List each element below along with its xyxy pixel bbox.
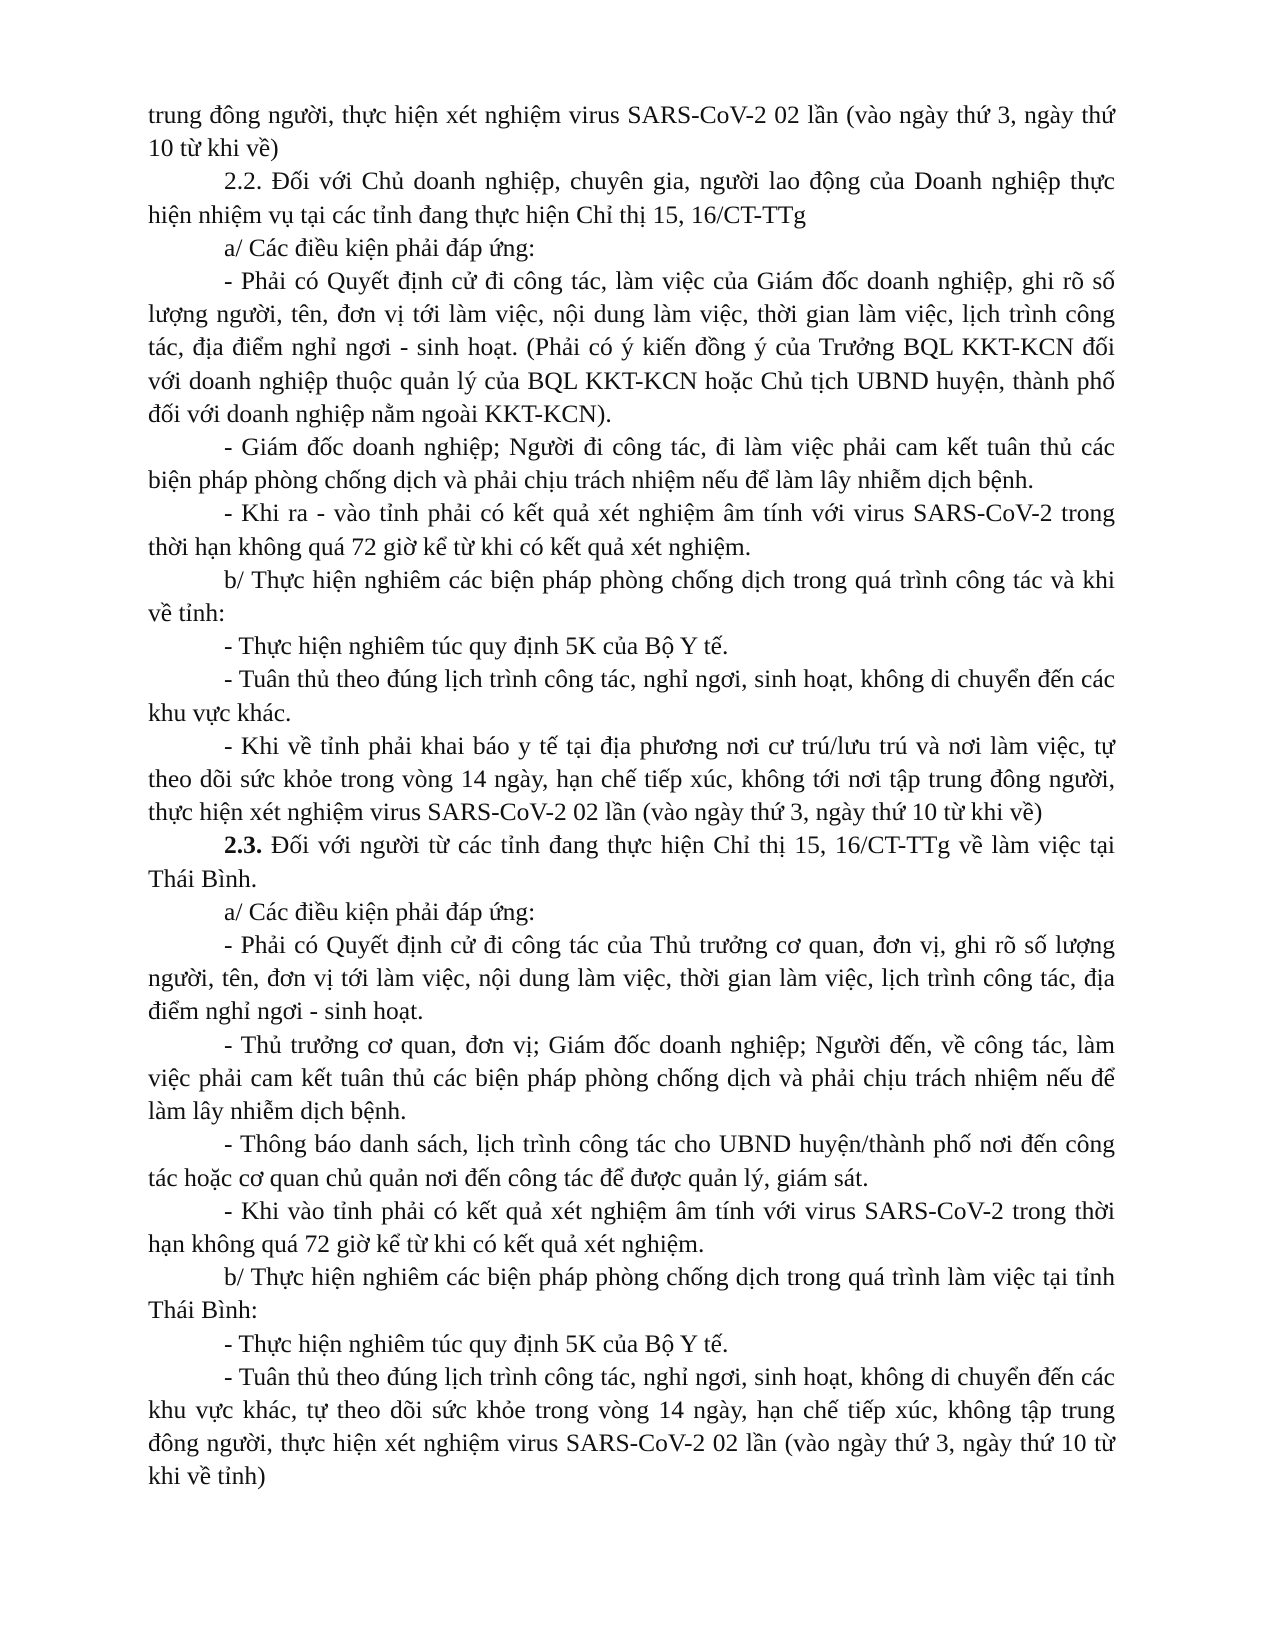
paragraph-text: - Khi về tỉnh phải khai báo y tế tại địa phương nơi cư trú/lưu trú và nơi làm việc, tự theo dõi sức khỏe trong vòng 14 ngày, hạn chế tiếp xúc, không tới nơi tập trung đông người, thực hiện xét nghiệm virus SARS-CoV-2 02 lần (vào ngày thứ 3, ngày thứ 10 từ khi về) bbox=[148, 730, 1115, 827]
paragraph-12 bbox=[148, 928, 1115, 1028]
paragraph-text: trung đông người, thực hiện xét nghiệm virus SARS-CoV-2 02 lần (vào ngày thứ 3, ngày thứ 10 từ khi về) bbox=[148, 100, 1115, 163]
paragraph-2 bbox=[148, 231, 1115, 264]
paragraph-text: b/ Thực hiện nghiêm các biện pháp phòng chống dịch trong quá trình công tác và khi về tỉnh: bbox=[148, 564, 1115, 628]
paragraph-text: - Thủ trưởng cơ quan, đơn vị; Giám đốc doanh nghiệp; Người đến, về công tác, làm việc phải cam kết tuân thủ các biện pháp phòng chống dịch và phải chịu trách nhiệm nếu để làm lây nhiễm dịch bệnh. bbox=[148, 1029, 1115, 1126]
paragraph-6 bbox=[148, 563, 1115, 629]
section-number: 2.3. bbox=[224, 830, 263, 860]
paragraph-17 bbox=[148, 1327, 1115, 1360]
paragraph-text: - Thực hiện nghiêm túc quy định 5K của Bộ Y tế. bbox=[224, 631, 729, 661]
paragraph-text: - Thực hiện nghiêm túc quy định 5K của Bộ Y tế. bbox=[224, 1328, 729, 1358]
paragraph-3 bbox=[148, 264, 1115, 430]
paragraph-5 bbox=[148, 496, 1115, 562]
paragraph-text: - Phải có Quyết định cử đi công tác của Thủ trưởng cơ quan, đơn vị, ghi rõ số lượng người, tên, đơn vị tới làm việc, nội dung làm việc, thời gian làm việc, lịch trình công tác, địa điểm nghỉ ngơi - sinh hoạt. bbox=[148, 930, 1115, 1026]
paragraph-14 bbox=[148, 1127, 1115, 1193]
paragraph-text: Đối với người từ các tỉnh đang thực hiện Chỉ thị 15, 16/CT-TTg về làm việc tại Thái Bình. bbox=[148, 830, 1115, 893]
paragraph-text: a/ Các điều kiện phải đáp ứng: bbox=[224, 232, 536, 262]
paragraph-8 bbox=[148, 662, 1115, 728]
paragraph-text: - Thông báo danh sách, lịch trình công tác cho UBND huyện/thành phố nơi đến công tác hoặc cơ quan chủ quản nơi đến công tác để được quản lý, giám sát. bbox=[148, 1129, 1115, 1192]
paragraph-text: 2.2. Đối với Chủ doanh nghiệp, chuyên gia, người lao động của Doanh nghiệp thực hiện nhiệm vụ tại các tỉnh đang thực hiện Chỉ thị 15, 16/CT-TTg bbox=[148, 166, 1115, 229]
paragraph-text: - Khi ra - vào tỉnh phải có kết quả xét nghiệm âm tính với virus SARS-CoV-2 trong thời hạn không quá 72 giờ kể từ khi có kết quả xét nghiệm. bbox=[148, 498, 1115, 561]
paragraph-text: b/ Thực hiện nghiêm các biện pháp phòng chống dịch trong quá trình làm việc tại tỉnh Thái Bình: bbox=[148, 1262, 1115, 1325]
paragraph-13 bbox=[148, 1028, 1115, 1128]
paragraph-9 bbox=[148, 729, 1115, 829]
paragraph-text: - Phải có Quyết định cử đi công tác, làm việc của Giám đốc doanh nghiệp, ghi rõ số lượng người, tên, đơn vị tới làm việc, nội dung làm việc, thời gian làm việc, lịch trình công tác, địa điểm nghỉ ngơi - sinh hoạt. (Phải có ý kiến đồng ý của Trưởng BQL KKT-KCN đối với doanh nghiệp thuộc quản lý của BQL KKT-KCN hoặc Chủ tịch UBND huyện, thành phố đối với doanh nghiệp nằm ngoài KKT-KCN). bbox=[148, 266, 1115, 428]
paragraph-text: - Khi vào tỉnh phải có kết quả xét nghiệm âm tính với virus SARS-CoV-2 trong thời hạn không quá 72 giờ kể từ khi có kết quả xét nghiệm. bbox=[148, 1195, 1115, 1258]
paragraph-7 bbox=[148, 629, 1115, 662]
paragraph-4 bbox=[148, 430, 1115, 496]
paragraph-text: - Giám đốc doanh nghiệp; Người đi công tác, đi làm việc phải cam kết tuân thủ các biện pháp phòng chống dịch và phải chịu trách nhiệm nếu để làm lây nhiễm dịch bệnh. bbox=[148, 432, 1115, 495]
paragraph-text: a/ Các điều kiện phải đáp ứng: bbox=[224, 896, 536, 926]
paragraph-11 bbox=[148, 895, 1115, 928]
paragraph-1 bbox=[148, 164, 1115, 230]
paragraph-text: - Tuân thủ theo đúng lịch trình công tác, nghỉ ngơi, sinh hoạt, không di chuyển đến các khu vực khác. bbox=[148, 664, 1115, 727]
paragraph-16 bbox=[148, 1260, 1115, 1326]
document-page bbox=[148, 98, 1115, 1493]
paragraph-0 bbox=[148, 98, 1115, 164]
paragraph-15 bbox=[148, 1194, 1115, 1260]
paragraph-text: - Tuân thủ theo đúng lịch trình công tác, nghỉ ngơi, sinh hoạt, không di chuyển đến các khu vực khác, tự theo dõi sức khỏe trong vòng 14 ngày, hạn chế tiếp xúc, không tập trung đông người, thực hiện xét nghiệm virus SARS-CoV-2 02 lần (vào ngày thứ 3, ngày thứ 10 từ khi về tỉnh) bbox=[148, 1361, 1115, 1491]
paragraph-18 bbox=[148, 1360, 1115, 1493]
paragraph-10 bbox=[148, 828, 1115, 894]
